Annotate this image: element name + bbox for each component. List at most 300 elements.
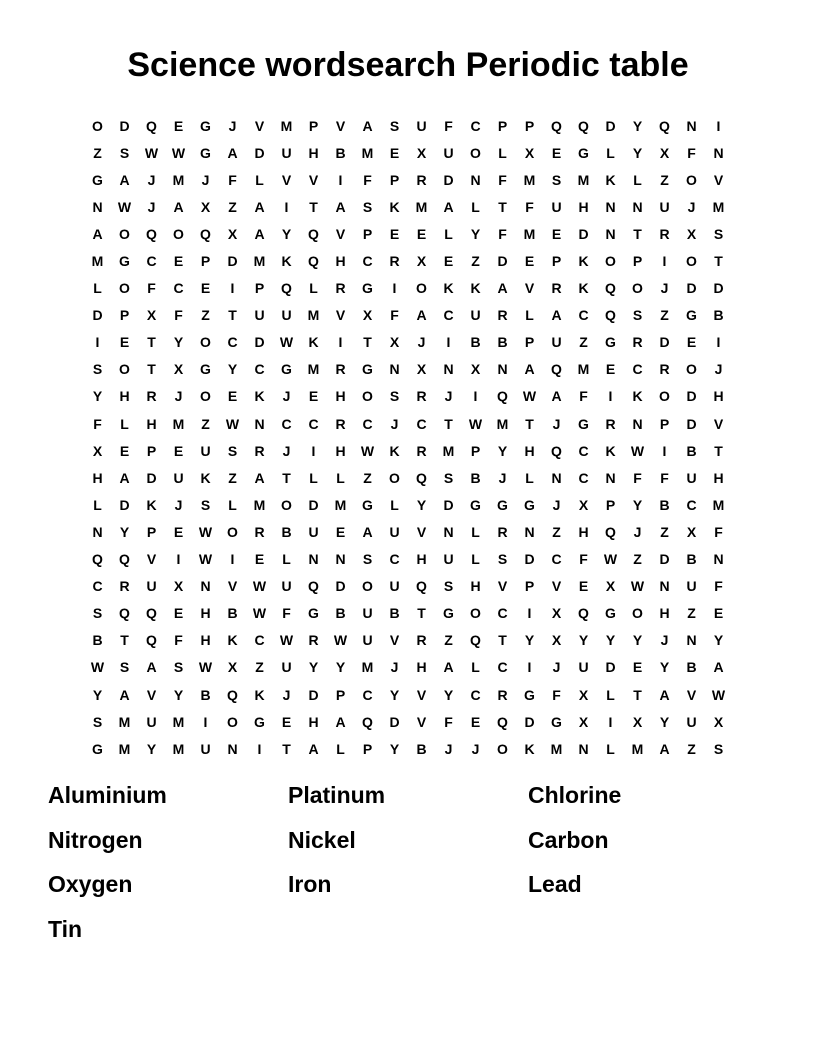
grid-letter[interactable]: V — [416, 686, 427, 703]
grid-letter[interactable]: Q — [578, 605, 589, 622]
grid-letter[interactable]: D — [254, 144, 265, 161]
grid-letter[interactable]: F — [228, 171, 237, 188]
grid-letter[interactable]: N — [524, 523, 535, 540]
grid-letter[interactable]: X — [389, 334, 400, 351]
grid-letter[interactable]: T — [363, 334, 372, 351]
grid-letter[interactable]: L — [336, 740, 345, 757]
grid-letter[interactable]: J — [390, 415, 399, 432]
grid-letter[interactable]: E — [173, 442, 184, 459]
grid-letter[interactable]: Z — [363, 469, 372, 486]
grid-letter[interactable]: X — [92, 442, 103, 459]
grid-letter[interactable]: P — [146, 523, 157, 540]
grid-letter[interactable]: U — [173, 469, 184, 486]
grid-letter[interactable]: L — [606, 144, 615, 161]
grid-letter[interactable]: D — [335, 578, 346, 595]
grid-letter[interactable]: F — [282, 605, 291, 622]
grid-letter[interactable]: B — [416, 740, 427, 757]
grid-letter[interactable]: R — [632, 334, 643, 351]
grid-letter[interactable]: X — [146, 307, 157, 324]
grid-letter[interactable]: S — [389, 117, 400, 134]
grid-letter[interactable]: K — [578, 253, 589, 270]
grid-letter[interactable]: X — [416, 361, 427, 378]
grid-letter[interactable]: Y — [416, 496, 427, 513]
grid-letter[interactable]: K — [254, 686, 265, 703]
grid-letter[interactable]: Z — [228, 198, 237, 215]
grid-letter[interactable]: K — [281, 253, 292, 270]
grid-letter[interactable]: Q — [308, 253, 319, 270]
grid-letter[interactable]: K — [227, 632, 238, 649]
grid-letter[interactable]: P — [308, 117, 319, 134]
grid-letter[interactable]: G — [308, 605, 319, 622]
grid-letter[interactable]: M — [577, 171, 590, 188]
grid-letter[interactable]: W — [198, 523, 213, 540]
grid-letter[interactable]: G — [524, 496, 535, 513]
grid-letter[interactable]: R — [119, 578, 130, 595]
grid-letter[interactable]: O — [119, 361, 130, 378]
grid-letter[interactable]: F — [552, 686, 561, 703]
grid-letter[interactable]: K — [389, 442, 400, 459]
grid-letter[interactable]: K — [443, 280, 454, 297]
grid-letter[interactable]: D — [686, 388, 697, 405]
grid-letter[interactable]: O — [470, 605, 481, 622]
grid-letter[interactable]: N — [713, 551, 724, 568]
grid-letter[interactable]: M — [172, 415, 185, 432]
grid-letter[interactable]: J — [687, 198, 696, 215]
grid-letter[interactable]: D — [119, 117, 130, 134]
grid-letter[interactable]: O — [119, 280, 130, 297]
grid-letter[interactable]: K — [200, 469, 211, 486]
grid-letter[interactable]: M — [577, 361, 590, 378]
grid-letter[interactable]: F — [633, 469, 642, 486]
grid-letter[interactable]: K — [146, 496, 157, 513]
grid-letter[interactable]: F — [498, 171, 507, 188]
grid-letter[interactable]: D — [308, 686, 319, 703]
grid-letter[interactable]: P — [659, 415, 670, 432]
grid-letter[interactable]: H — [578, 198, 589, 215]
grid-letter[interactable]: N — [632, 415, 643, 432]
grid-letter[interactable]: M — [523, 225, 536, 242]
grid-letter[interactable]: J — [147, 171, 156, 188]
grid-letter[interactable]: S — [227, 442, 238, 459]
grid-letter[interactable]: T — [633, 225, 642, 242]
grid-letter[interactable]: R — [254, 442, 265, 459]
grid-letter[interactable]: L — [93, 280, 102, 297]
grid-letter[interactable]: X — [470, 361, 481, 378]
grid-letter[interactable]: X — [200, 198, 211, 215]
grid-letter[interactable]: D — [524, 551, 535, 568]
grid-letter[interactable]: Q — [605, 307, 616, 324]
grid-letter[interactable]: M — [442, 442, 455, 459]
grid-letter[interactable]: B — [92, 632, 103, 649]
grid-letter[interactable]: Y — [389, 686, 400, 703]
grid-letter[interactable]: F — [687, 144, 696, 161]
grid-letter[interactable]: O — [470, 144, 481, 161]
grid-letter[interactable]: A — [173, 198, 184, 215]
grid-letter[interactable]: G — [254, 713, 265, 730]
grid-letter[interactable]: A — [659, 686, 670, 703]
grid-letter[interactable]: A — [443, 198, 454, 215]
grid-letter[interactable]: Z — [687, 740, 696, 757]
grid-letter[interactable]: C — [362, 415, 373, 432]
grid-letter[interactable]: B — [659, 496, 670, 513]
grid-letter[interactable]: G — [686, 307, 697, 324]
grid-letter[interactable]: P — [254, 280, 265, 297]
grid-letter[interactable]: X — [686, 523, 697, 540]
grid-letter[interactable]: Z — [93, 144, 102, 161]
grid-letter[interactable]: E — [173, 523, 184, 540]
grid-letter[interactable]: N — [578, 740, 589, 757]
grid-letter[interactable]: O — [389, 469, 400, 486]
grid-letter[interactable]: M — [172, 171, 185, 188]
grid-letter[interactable]: Q — [146, 632, 157, 649]
grid-letter[interactable]: A — [308, 740, 319, 757]
grid-letter[interactable]: J — [282, 442, 291, 459]
grid-letter[interactable]: U — [686, 578, 697, 595]
grid-letter[interactable]: J — [552, 496, 561, 513]
grid-letter[interactable]: S — [362, 198, 373, 215]
grid-letter[interactable]: Q — [605, 523, 616, 540]
grid-letter[interactable]: O — [632, 605, 643, 622]
grid-letter[interactable]: E — [173, 605, 184, 622]
grid-letter[interactable]: G — [362, 496, 373, 513]
grid-letter[interactable]: U — [281, 659, 292, 676]
grid-letter[interactable]: D — [227, 253, 238, 270]
grid-letter[interactable]: R — [335, 361, 346, 378]
grid-letter[interactable]: X — [173, 578, 184, 595]
grid-letter[interactable]: O — [605, 253, 616, 270]
grid-letter[interactable]: L — [228, 496, 237, 513]
grid-letter[interactable]: X — [713, 713, 724, 730]
grid-letter[interactable]: N — [686, 117, 697, 134]
grid-letter[interactable]: R — [416, 632, 427, 649]
grid-letter[interactable]: U — [281, 144, 292, 161]
grid-letter[interactable]: Y — [713, 632, 724, 649]
grid-letter[interactable]: H — [713, 469, 724, 486]
grid-letter[interactable]: L — [390, 496, 399, 513]
grid-letter[interactable]: E — [416, 225, 427, 242]
grid-letter[interactable]: L — [525, 307, 534, 324]
grid-letter[interactable]: Q — [362, 713, 373, 730]
grid-letter[interactable]: W — [333, 632, 348, 649]
grid-letter[interactable]: C — [308, 415, 319, 432]
grid-letter[interactable]: A — [335, 713, 346, 730]
grid-letter[interactable]: A — [254, 198, 265, 215]
grid-letter[interactable]: F — [498, 225, 507, 242]
grid-letter[interactable]: P — [551, 253, 562, 270]
grid-letter[interactable]: X — [578, 713, 589, 730]
grid-letter[interactable]: L — [471, 198, 480, 215]
grid-letter[interactable]: V — [146, 686, 157, 703]
grid-letter[interactable]: P — [389, 171, 400, 188]
grid-letter[interactable]: K — [470, 280, 481, 297]
grid-letter[interactable]: Y — [524, 632, 535, 649]
grid-letter[interactable]: D — [578, 225, 589, 242]
grid-letter[interactable]: J — [147, 198, 156, 215]
grid-letter[interactable]: U — [551, 198, 562, 215]
grid-letter[interactable]: D — [524, 713, 535, 730]
grid-letter[interactable]: N — [686, 632, 697, 649]
grid-letter[interactable]: I — [716, 117, 721, 134]
grid-letter[interactable]: U — [551, 334, 562, 351]
grid-letter[interactable]: I — [446, 334, 451, 351]
grid-letter[interactable]: J — [282, 686, 291, 703]
grid-letter[interactable]: Z — [660, 523, 669, 540]
grid-letter[interactable]: Y — [632, 144, 643, 161]
grid-letter[interactable]: V — [146, 551, 157, 568]
grid-letter[interactable]: D — [254, 334, 265, 351]
grid-letter[interactable]: K — [389, 198, 400, 215]
grid-letter[interactable]: E — [389, 225, 400, 242]
grid-letter[interactable]: Y — [335, 659, 346, 676]
grid-letter[interactable]: Y — [281, 225, 292, 242]
grid-letter[interactable]: W — [360, 442, 375, 459]
grid-letter[interactable]: E — [632, 659, 643, 676]
grid-letter[interactable]: G — [605, 605, 616, 622]
grid-letter[interactable]: P — [605, 496, 616, 513]
grid-letter[interactable]: D — [443, 496, 454, 513]
grid-letter[interactable]: M — [712, 496, 725, 513]
grid-letter[interactable]: E — [470, 713, 481, 730]
grid-letter[interactable]: C — [578, 442, 589, 459]
grid-letter[interactable]: X — [227, 659, 238, 676]
grid-letter[interactable]: W — [252, 605, 267, 622]
grid-letter[interactable]: K — [578, 280, 589, 297]
grid-letter[interactable]: E — [281, 713, 292, 730]
grid-letter[interactable]: L — [336, 469, 345, 486]
grid-letter[interactable]: N — [632, 198, 643, 215]
grid-letter[interactable]: X — [605, 578, 616, 595]
grid-letter[interactable]: K — [524, 740, 535, 757]
grid-letter[interactable]: A — [227, 144, 238, 161]
grid-letter[interactable]: M — [523, 171, 536, 188]
grid-letter[interactable]: E — [686, 334, 697, 351]
grid-letter[interactable]: Z — [201, 415, 210, 432]
grid-letter[interactable]: W — [711, 686, 726, 703]
grid-letter[interactable]: G — [92, 740, 103, 757]
grid-letter[interactable]: C — [146, 253, 157, 270]
grid-letter[interactable]: U — [281, 307, 292, 324]
grid-letter[interactable]: I — [662, 253, 667, 270]
grid-letter[interactable]: Q — [308, 225, 319, 242]
grid-letter[interactable]: C — [173, 280, 184, 297]
grid-letter[interactable]: A — [443, 659, 454, 676]
grid-letter[interactable]: Z — [633, 551, 642, 568]
grid-letter[interactable]: D — [605, 117, 616, 134]
grid-letter[interactable]: T — [498, 198, 507, 215]
grid-letter[interactable]: L — [471, 659, 480, 676]
grid-letter[interactable]: J — [498, 469, 507, 486]
grid-letter[interactable]: Y — [632, 117, 643, 134]
grid-letter[interactable]: S — [389, 388, 400, 405]
grid-letter[interactable]: F — [714, 523, 723, 540]
grid-letter[interactable]: R — [659, 361, 670, 378]
grid-letter[interactable]: C — [362, 686, 373, 703]
grid-letter[interactable]: L — [444, 225, 453, 242]
grid-letter[interactable]: D — [497, 253, 508, 270]
grid-letter[interactable]: G — [470, 496, 481, 513]
grid-letter[interactable]: W — [171, 144, 186, 161]
grid-letter[interactable]: E — [551, 144, 562, 161]
grid-letter[interactable]: T — [444, 415, 453, 432]
grid-letter[interactable]: P — [524, 334, 535, 351]
grid-letter[interactable]: N — [389, 361, 400, 378]
grid-letter[interactable]: O — [200, 334, 211, 351]
grid-letter[interactable]: C — [470, 686, 481, 703]
grid-letter[interactable]: A — [551, 388, 562, 405]
grid-letter[interactable]: N — [308, 551, 319, 568]
grid-letter[interactable]: E — [605, 361, 616, 378]
grid-letter[interactable]: A — [497, 280, 508, 297]
grid-letter[interactable]: C — [578, 469, 589, 486]
grid-letter[interactable]: A — [362, 117, 373, 134]
grid-letter[interactable]: Y — [92, 388, 103, 405]
grid-letter[interactable]: N — [470, 171, 481, 188]
grid-letter[interactable]: J — [174, 496, 183, 513]
grid-letter[interactable]: U — [389, 523, 400, 540]
grid-letter[interactable]: F — [579, 551, 588, 568]
grid-letter[interactable]: E — [254, 551, 265, 568]
grid-letter[interactable]: L — [255, 171, 264, 188]
grid-letter[interactable]: F — [390, 307, 399, 324]
grid-letter[interactable]: B — [389, 605, 400, 622]
grid-letter[interactable]: N — [443, 361, 454, 378]
grid-letter[interactable]: W — [603, 551, 618, 568]
grid-letter[interactable]: T — [417, 605, 426, 622]
grid-letter[interactable]: S — [119, 659, 130, 676]
grid-letter[interactable]: M — [712, 198, 725, 215]
grid-letter[interactable]: Q — [497, 388, 508, 405]
grid-letter[interactable]: S — [362, 551, 373, 568]
grid-letter[interactable]: I — [392, 280, 397, 297]
grid-letter[interactable]: U — [416, 117, 427, 134]
grid-letter[interactable]: E — [227, 388, 238, 405]
grid-letter[interactable]: M — [280, 117, 293, 134]
grid-letter[interactable]: S — [92, 605, 103, 622]
grid-letter[interactable]: J — [444, 740, 453, 757]
grid-letter[interactable]: S — [443, 578, 454, 595]
grid-letter[interactable]: H — [335, 442, 346, 459]
grid-letter[interactable]: Q — [200, 225, 211, 242]
grid-letter[interactable]: U — [362, 605, 373, 622]
grid-letter[interactable]: J — [471, 740, 480, 757]
grid-letter[interactable]: Q — [605, 280, 616, 297]
grid-letter[interactable]: O — [362, 388, 373, 405]
grid-letter[interactable]: I — [527, 605, 532, 622]
grid-letter[interactable]: R — [335, 280, 346, 297]
grid-letter[interactable]: Q — [92, 551, 103, 568]
grid-letter[interactable]: Y — [227, 361, 238, 378]
grid-letter[interactable]: O — [497, 740, 508, 757]
grid-letter[interactable]: P — [524, 117, 535, 134]
grid-letter[interactable]: O — [92, 117, 103, 134]
grid-letter[interactable]: B — [335, 144, 346, 161]
grid-letter[interactable]: Q — [551, 117, 562, 134]
grid-letter[interactable]: H — [524, 442, 535, 459]
grid-letter[interactable]: J — [714, 361, 723, 378]
grid-letter[interactable]: E — [173, 253, 184, 270]
grid-letter[interactable]: P — [362, 740, 373, 757]
grid-letter[interactable]: W — [279, 632, 294, 649]
grid-letter[interactable]: D — [686, 415, 697, 432]
grid-letter[interactable]: F — [93, 415, 102, 432]
grid-letter[interactable]: H — [470, 578, 481, 595]
grid-letter[interactable]: I — [608, 388, 613, 405]
grid-letter[interactable]: A — [92, 225, 103, 242]
grid-letter[interactable]: B — [281, 523, 292, 540]
grid-letter[interactable]: G — [578, 415, 589, 432]
grid-letter[interactable]: L — [282, 551, 291, 568]
grid-letter[interactable]: Q — [146, 117, 157, 134]
grid-letter[interactable]: L — [606, 740, 615, 757]
grid-letter[interactable]: C — [686, 496, 697, 513]
grid-letter[interactable]: Z — [471, 253, 480, 270]
grid-letter[interactable]: B — [470, 334, 481, 351]
grid-letter[interactable]: E — [713, 605, 724, 622]
grid-letter[interactable]: X — [416, 144, 427, 161]
grid-letter[interactable]: A — [362, 523, 373, 540]
grid-letter[interactable]: U — [659, 198, 670, 215]
grid-letter[interactable]: R — [146, 388, 157, 405]
grid-letter[interactable]: J — [201, 171, 210, 188]
grid-letter[interactable]: K — [605, 442, 616, 459]
grid-letter[interactable]: P — [362, 225, 373, 242]
grid-letter[interactable]: C — [281, 415, 292, 432]
grid-letter[interactable]: O — [686, 253, 697, 270]
grid-letter[interactable]: Z — [255, 659, 264, 676]
grid-letter[interactable]: A — [119, 171, 130, 188]
grid-letter[interactable]: B — [497, 334, 508, 351]
grid-letter[interactable]: G — [200, 144, 211, 161]
grid-letter[interactable]: P — [146, 442, 157, 459]
grid-letter[interactable]: O — [227, 713, 238, 730]
grid-letter[interactable]: H — [416, 659, 427, 676]
grid-letter[interactable]: Q — [551, 361, 562, 378]
grid-letter[interactable]: A — [551, 307, 562, 324]
grid-letter[interactable]: K — [632, 388, 643, 405]
grid-letter[interactable]: U — [308, 523, 319, 540]
grid-letter[interactable]: Q — [308, 578, 319, 595]
grid-letter[interactable]: R — [335, 415, 346, 432]
grid-letter[interactable]: F — [363, 171, 372, 188]
grid-letter[interactable]: L — [633, 171, 642, 188]
grid-letter[interactable]: N — [92, 523, 103, 540]
grid-letter[interactable]: W — [522, 388, 537, 405]
grid-letter[interactable]: P — [470, 442, 481, 459]
grid-letter[interactable]: K — [254, 388, 265, 405]
grid-letter[interactable]: R — [497, 523, 508, 540]
grid-letter[interactable]: G — [497, 496, 508, 513]
grid-letter[interactable]: N — [254, 415, 265, 432]
grid-letter[interactable]: O — [200, 388, 211, 405]
grid-letter[interactable]: W — [198, 551, 213, 568]
grid-letter[interactable]: G — [551, 713, 562, 730]
grid-letter[interactable]: S — [632, 307, 643, 324]
grid-letter[interactable]: T — [714, 253, 723, 270]
grid-letter[interactable]: W — [144, 144, 159, 161]
grid-letter[interactable]: M — [307, 307, 320, 324]
grid-letter[interactable]: Y — [578, 632, 589, 649]
grid-letter[interactable]: R — [605, 415, 616, 432]
grid-letter[interactable]: H — [713, 388, 724, 405]
grid-letter[interactable]: I — [338, 171, 343, 188]
grid-letter[interactable]: E — [200, 280, 211, 297]
grid-letter[interactable]: X — [416, 253, 427, 270]
grid-letter[interactable]: I — [257, 740, 262, 757]
grid-letter[interactable]: D — [443, 171, 454, 188]
grid-letter[interactable]: X — [227, 225, 238, 242]
grid-letter[interactable]: Y — [443, 686, 454, 703]
grid-letter[interactable]: A — [335, 198, 346, 215]
